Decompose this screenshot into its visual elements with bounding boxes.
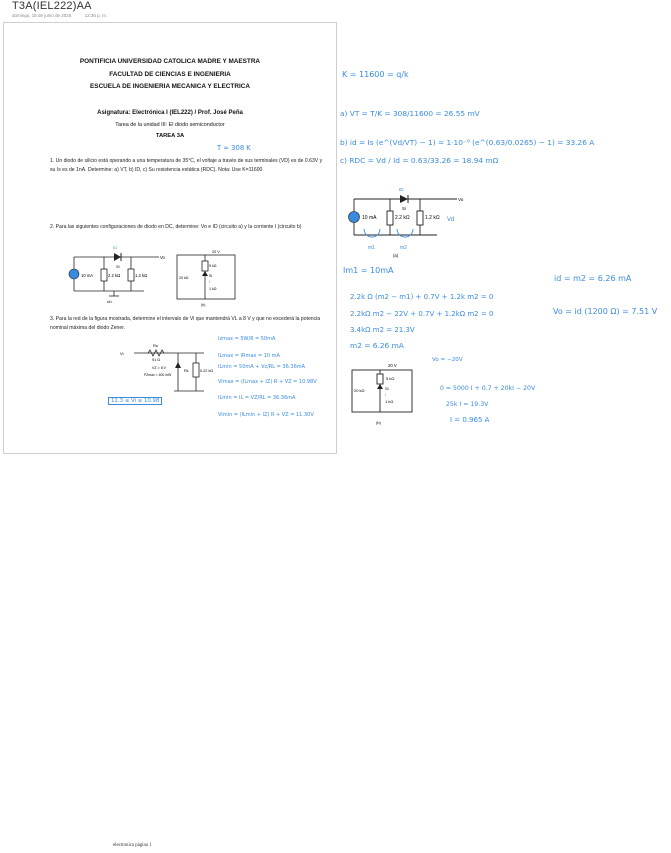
circuit-a-copy-source: 10 mA xyxy=(362,215,377,221)
circuit-b-copy-r1: 5 kΩ xyxy=(386,376,395,381)
handwritten-vo-b: Vo = −20V xyxy=(432,357,463,363)
assignment-sheet xyxy=(3,22,337,454)
circuit-a-copy-m2: m2 xyxy=(400,245,407,251)
circuit-b-diagram xyxy=(172,249,242,307)
circuit-b-diode: Si xyxy=(209,274,213,278)
circuit-b-copy-i: I xyxy=(385,392,387,397)
circuit-b-i: I xyxy=(209,280,210,284)
circuit-c-rs-value: 91 Ω xyxy=(152,358,161,362)
page-title: T3A(IEL222)AA xyxy=(12,0,92,12)
circuit-c-rl-value: 0.22 kΩ xyxy=(200,369,214,373)
question-1: 1. Un diodo de silicio está operando a una temperatura de 35°C, el voltaje a través de sus terminales (VD) es de 0.63V y su Is es de 1nA. Determine: a) VT, b) ID, c) Su resistencia estática (RDC). Nota: Use K=11600 xyxy=(50,158,323,173)
circuit-b-copy-label: (b) xyxy=(376,420,381,425)
handwritten-k: K = 11600 = q/k xyxy=(342,70,409,79)
circuit-a-copy xyxy=(342,185,472,265)
subject-heading: Asignatura: Electrónica I (IEL222) / Prof. José Peña xyxy=(97,110,243,116)
circuit-b-r2: 20 kΩ xyxy=(179,276,189,280)
circuit-a-copy-m1: m1 xyxy=(368,245,375,251)
circuit-a-id: ID xyxy=(113,245,117,250)
circuit-a-copy-label: (a) xyxy=(393,253,399,258)
handwritten-eq3: 3.4kΩ m2 = 21.3V xyxy=(350,326,415,334)
handwritten-kvl: 0 = 5000 I + 0.7 + 20kI − 20V xyxy=(440,385,536,392)
handwritten-b: b) id = Is (e^(Vd/VT) − 1) = 1·10⁻⁹ (e^(0.63/0.0265) − 1) = 33.26 A xyxy=(340,138,595,147)
handwritten-eq1: 2.2k Ω (m2 − m1) + 0.7V + 1.2k m2 = 0 xyxy=(350,293,494,301)
handwritten-ilmax: ILmax = IRmax = 10 mA xyxy=(218,353,280,359)
circuit-c-vi: Vi xyxy=(120,351,124,356)
circuit-b-r1: 5 kΩ xyxy=(209,264,217,268)
circuit-b-r3: 1 kΩ xyxy=(209,287,217,291)
handwritten-a: a) VT = T/K = 308/11600 = 26.55 mV xyxy=(340,109,480,118)
task-heading: Tarea de la unidad III: El diodo semiconductor xyxy=(115,122,225,128)
circuit-b-source: 20 V xyxy=(212,250,220,254)
handwritten-range: 11.3 ≤ Vi ≤ 10.98 xyxy=(108,397,162,405)
circuit-b-copy-r2: 20 kΩ xyxy=(354,388,365,393)
circuit-c-rl: RL xyxy=(184,368,190,373)
faculty-heading: FACULTAD DE CIENCIAS E INGENIERIA xyxy=(109,71,231,78)
handwritten-izmax: Izmax = 5W/8 = 50mA xyxy=(218,336,276,342)
circuit-b-label: (b) xyxy=(201,303,206,307)
circuit-a-source: 10 mA xyxy=(81,273,94,278)
handwritten-temperature: T ≈ 308 K xyxy=(217,144,251,152)
circuit-b-copy xyxy=(346,358,421,430)
school-heading: ESCUELA DE INGENIERIA MECANICA Y ELECTRICA xyxy=(90,83,250,90)
circuit-b-copy-diode: Si xyxy=(385,386,389,391)
question-3: 3. Para la red de la figura mostrada, determine el intervalo de Vi que mantendrá VL a 8 V y que no excederá la potencia nominal máxima del diodo Zener. xyxy=(50,316,321,331)
circuit-a-diode: Si xyxy=(116,264,120,269)
handwritten-eq4: m2 = 6.26 mA xyxy=(350,341,404,350)
circuit-a-out: Vo xyxy=(160,255,165,260)
circuit-c-diagram xyxy=(116,341,226,401)
circuit-a-copy-r2: 1.2 kΩ xyxy=(425,215,440,221)
circuit-a-copy-out: Vo xyxy=(458,197,464,202)
circuit-c-pz: PZmax = 400 mW xyxy=(144,373,172,377)
handwritten-ilmin: ILmin = 50mA + Vz/RL = 36.36mA xyxy=(218,364,306,370)
circuit-c-vz: VZ = 8 V xyxy=(152,366,167,370)
handwritten-ilmin-2: ILmin = IL = VZ/RL = 36.36mA xyxy=(218,395,296,401)
handwritten-vimax: Vimax = (ILmax + IZ) R + VZ = 10.98V xyxy=(218,379,317,385)
handwritten-eq2: 2.2kΩ m2 − 22V + 0.7V + 1.2kΩ m2 = 0 xyxy=(350,310,494,318)
circuit-b-copy-r3: 1 kΩ xyxy=(385,399,394,404)
handwritten-vo: Vo = id (1200 Ω) = 7.51 V xyxy=(553,307,658,316)
handwritten-i: I = 0.965 A xyxy=(450,416,490,424)
circuit-a-r2: 1.2 kΩ xyxy=(135,273,148,278)
circuit-a-copy-vd: Vd xyxy=(447,217,455,223)
handwritten-kvl-2: 25k I = 19.3V xyxy=(446,401,489,408)
university-heading: PONTIFICIA UNIVERSIDAD CATOLICA MADRE Y MAESTRA xyxy=(79,58,261,65)
circuit-c-rs: Rs xyxy=(153,343,158,348)
task-code: TAREA 3A xyxy=(155,133,185,139)
page-time: 12:36 p. m. xyxy=(84,13,108,18)
circuit-a-diagram xyxy=(64,241,174,303)
circuit-a-copy-r1: 2.2 kΩ xyxy=(395,215,410,221)
circuit-a-r1: 2.2 kΩ xyxy=(108,273,121,278)
page-date: domingo, 15 de junio de 2025 xyxy=(12,13,72,18)
circuit-a-label: (a) xyxy=(107,300,112,303)
handwritten-id: id = m2 = 6.26 mA xyxy=(554,274,632,283)
circuit-b-copy-source: 20 V xyxy=(388,363,397,368)
page-meta xyxy=(12,13,119,18)
circuit-a-copy-id: ID xyxy=(399,187,404,192)
handwritten-im1: Im1 = 10mA xyxy=(343,266,394,275)
handwritten-vimin: Vimin = (ILmin + IZ) R + VZ = 11.30V xyxy=(218,412,314,418)
handwritten-c: c) RDC = Vd / Id = 0.63/33.26 = 18.94 mΩ xyxy=(340,156,499,165)
question-2: 2. Para las siguientes configuraciones de diodo en DC, determine: Vo e ID (circuito a) y la corriente I (circuito b) xyxy=(50,224,302,230)
circuit-a-copy-diode: Si xyxy=(402,206,406,211)
page-footer: electronica página 1 xyxy=(113,843,152,848)
